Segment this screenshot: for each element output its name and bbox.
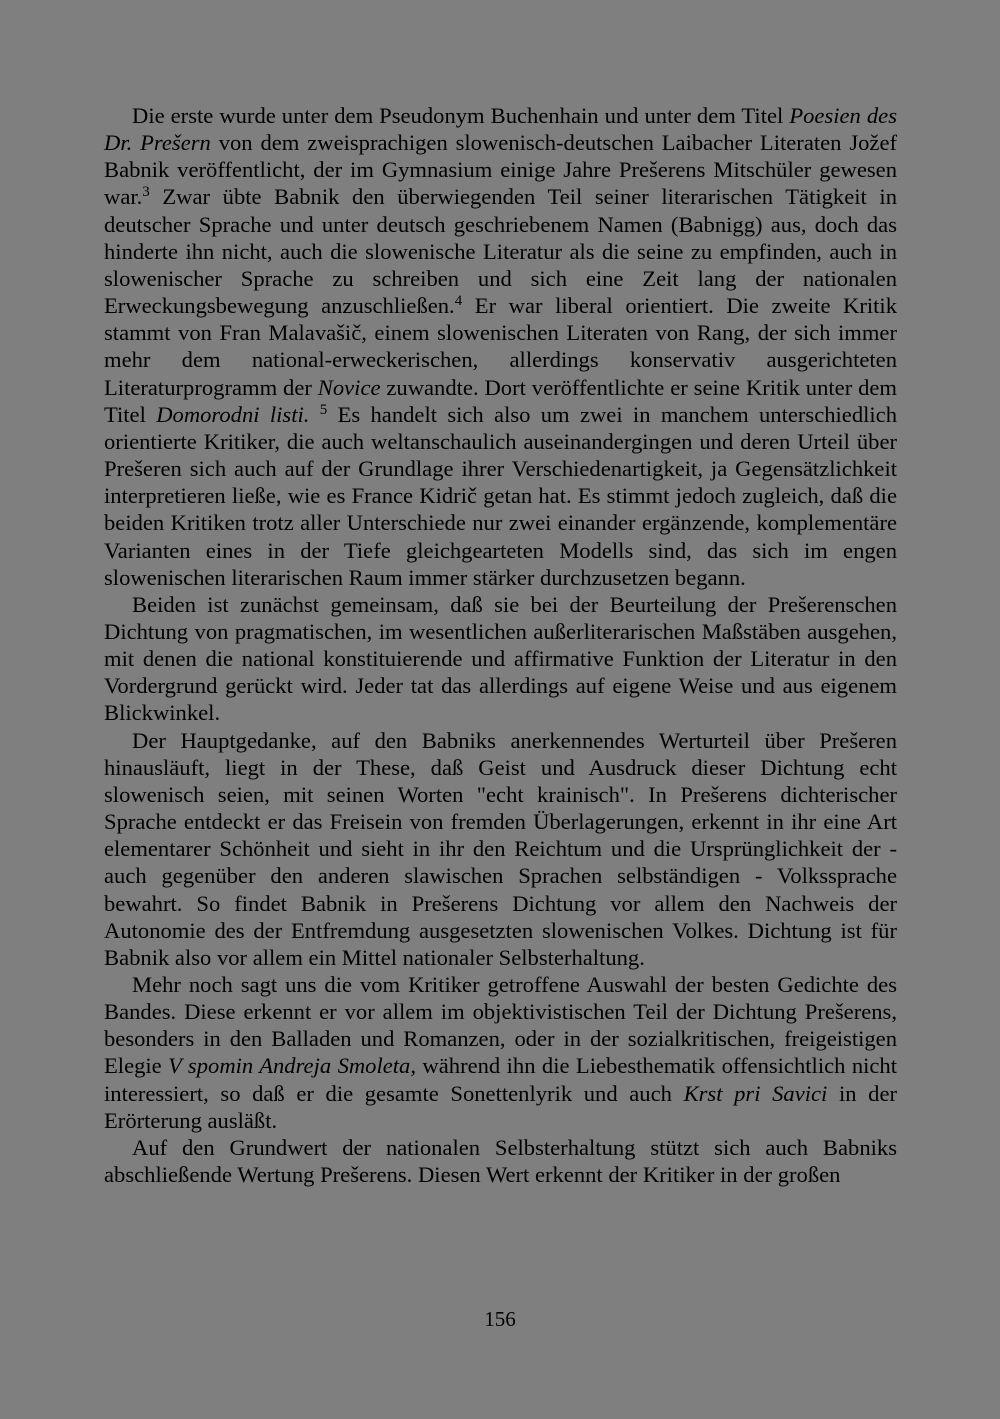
text-run: von dem zweisprachigen slowenisch-deutschen Laibacher Literaten Jožef Babnik veröffentlicht, der im Gymnasium einige Jahre Prešerens Mitschüler gewesen war. — [104, 130, 897, 210]
text-run: Er war liberal orientiert. Die zweite Kritik stammt von Fran Malavašič, einem slowenischen Literaten von Rang, der sich immer mehr dem national-erweckerischen, allerdings konservativ ausgerichteten Literaturprogramm der — [104, 293, 897, 400]
text-run: Es handelt sich also um zwei in manchem unterschiedlich orientierte Kritiker, die auch weltanschaulich auseinandergingen und deren Urteil über Prešeren sich auch auf der Grundlage ihrer Verschiedenartigkeit, ja Gegensätzlichkeit interpretieren ließe, wie es France Kidrič getan hat. Es stimmt jedoch zugleich, daß die beiden Kritiken trotz aller Unterschiede nur zwei einander ergänzende, komplementäre Varianten eines in der Tiefe gleichgearteten Modells sind, das sich im engen slowenischen literarischen Raum immer stärker durchzusetzen begann. — [104, 401, 898, 590]
footnote-marker: 4 — [454, 293, 463, 310]
page-body — [104, 102, 897, 1188]
italic-title: Novice — [317, 374, 381, 400]
text-run: Die erste wurde unter dem Pseudonym Buchenhain und unter dem Titel — [132, 103, 790, 128]
paragraph-4 — [104, 971, 897, 1134]
italic-title: Krst pri Savici — [683, 1080, 828, 1106]
text-run — [309, 402, 319, 427]
text-run: zuwandte. Dort veröffentlichte er seine Kritik unter dem Titel — [104, 374, 897, 427]
paragraph-5 — [104, 1134, 897, 1188]
text-run: Auf den Grundwert der nationalen Selbsterhaltung stützt sich auch Babniks abschließende Wertung Prešerens. Diesen Wert erkennt der Kritiker in der großen — [104, 1134, 897, 1188]
footnote-marker: 5 — [319, 401, 328, 418]
text-run: während ihn die Liebesthematik offensichtlich nicht interessiert, so daß er die gesamte Sonettenlyrik und auch — [104, 1053, 898, 1106]
italic-title: Poesien des Dr. Prešern — [104, 103, 897, 156]
footnote-marker: 3 — [142, 184, 150, 201]
paragraph-2 — [104, 591, 897, 727]
text-run: Der Hauptgedanke, auf den Babniks anerkennendes Werturteil über Prešeren hinausläuft, liegt in der These, daß Geist und Ausdruck dieser Dichtung echt slowenisch seien, mit seinen Worten "echt krainisch". In Prešerens dichterischer Sprache entdeckt er das Freisein von fremden Überlagerungen, erkennt in ihr eine Art elementarer Schönheit und sieht in ihr den Reichtum und die Ursprünglichkeit der - auch gegenüber den anderen slawischen Sprachen selbständigen - Volkssprache bewahrt. So findet Babnik in Prešerens Dichtung vor allem den Nachweis der Autonomie des der Entfremdung ausgesetzten slowenischen Volkes. Dichtung ist für Babnik also vor allem ein Mittel nationaler Selbsterhaltung. — [104, 727, 897, 970]
italic-title: V spomin Andreja Smoleta, — [168, 1053, 417, 1079]
text-run: Mehr noch sagt uns die vom Kritiker getroffene Auswahl der besten Gedichte des Bandes. Diese erkennt er vor allem im objektivistischen Teil der Dichtung Prešerens, besonders in den Balladen und Romanzen, oder in der sozialkritischen, freigeistigen Elegie — [104, 972, 897, 1079]
page-number: 156 — [484, 1307, 516, 1331]
italic-title: Domorodni listi. — [156, 401, 310, 427]
text-run: in der Erörterung ausläßt. — [104, 1080, 897, 1133]
paragraph-1 — [104, 102, 897, 591]
text-run: Beiden ist zunächst gemeinsam, daß sie bei der Beurteilung der Prešerenschen Dichtung von pragmatischen, im wesentlichen außerliterarischen Maßstäben ausgehen, mit denen die national konstituierende und affirmative Funktion der Literatur in den Vordergrund gerückt wird. Jeder tat das allerdings auf eigene Weise und aus eigenem Blickwinkel. — [104, 591, 897, 726]
text-run: Zwar übte Babnik den überwiegenden Teil seiner literarischen Tätigkeit in deutscher Sprache und unter deutsch geschriebenem Namen (Babnigg) aus, doch das hinderte ihn nicht, auch die slowenische Literatur als die seine zu empfinden, auch in slowenischer Sprache zu schreiben und sich eine Zeit lang der nationalen Erweckungsbewegung anzuschließen. — [104, 184, 897, 319]
paragraph-3 — [104, 727, 897, 971]
